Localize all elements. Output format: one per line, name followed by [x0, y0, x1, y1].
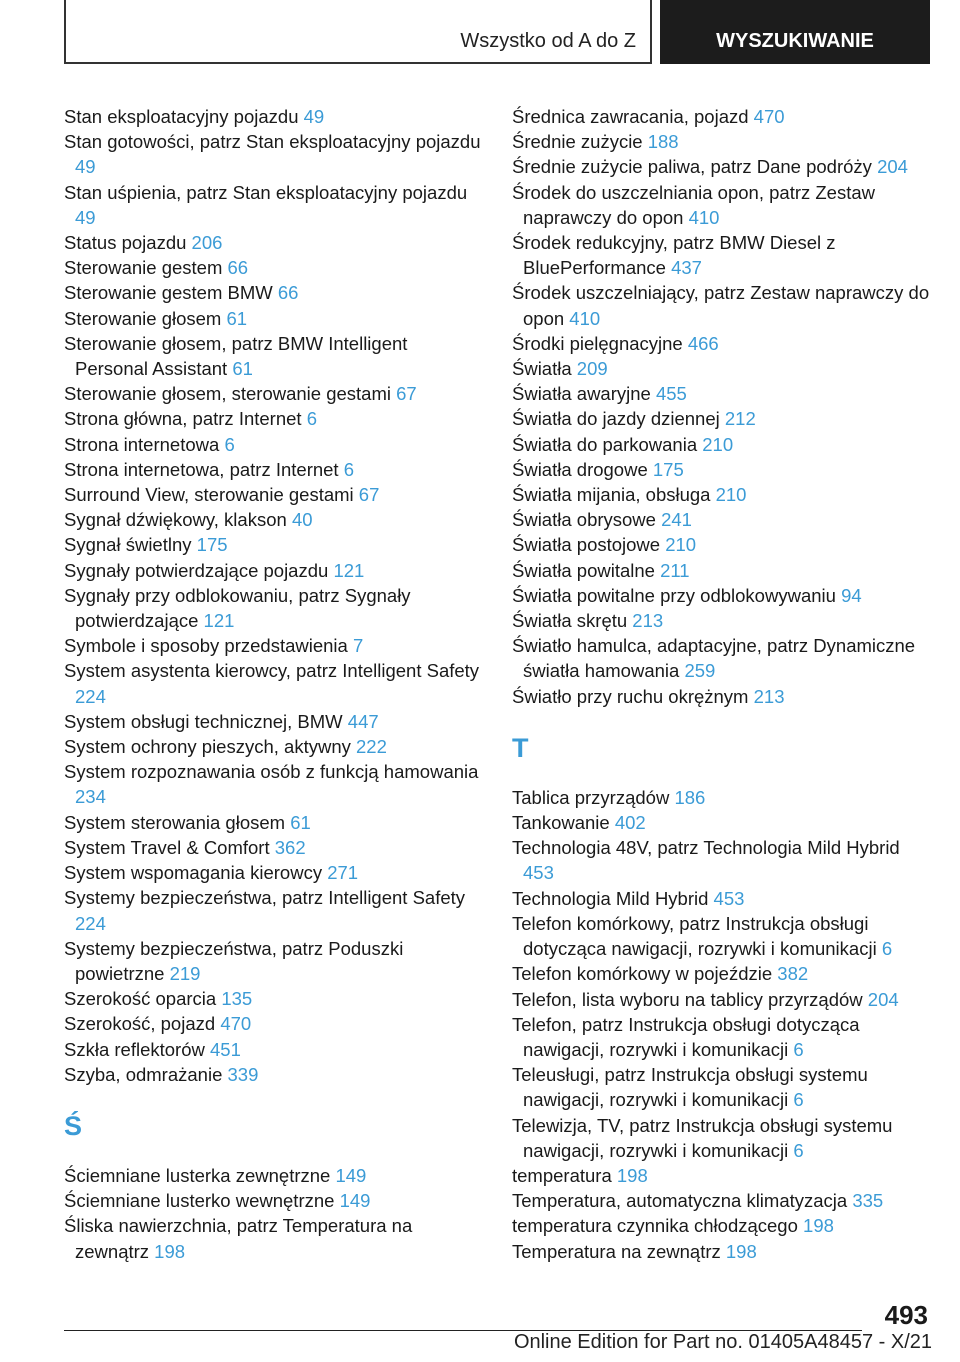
- index-page-link[interactable]: 339: [227, 1063, 259, 1085]
- index-page-link[interactable]: 224: [75, 685, 106, 707]
- index-entry-text: Sygnały potwierdzające pojazdu: [64, 559, 329, 581]
- index-entry: [64, 280, 484, 305]
- index-entry: [64, 1213, 484, 1263]
- index-page-link[interactable]: 121: [333, 559, 365, 581]
- index-page-link[interactable]: 149: [335, 1164, 367, 1186]
- index-entry: [64, 104, 484, 129]
- index-entry: [64, 482, 484, 507]
- index-entry: [512, 381, 932, 406]
- index-entry: [64, 734, 484, 759]
- index-entry-text: System rozpoznawania osób z funkcją hamowania: [64, 761, 479, 783]
- index-page-link[interactable]: 210: [715, 484, 747, 506]
- index-entry: [512, 961, 932, 986]
- index-page-link[interactable]: 470: [753, 106, 785, 127]
- search-tab[interactable]: [660, 0, 930, 64]
- index-entry-text: Systemy bezpieczeństwa, patrz Poduszki powietrzne: [64, 937, 404, 984]
- index-page-link[interactable]: 61: [290, 811, 311, 833]
- index-entry-text: Sygnał świetlny: [64, 534, 192, 556]
- index-page-link[interactable]: 66: [227, 257, 249, 279]
- index-entry: [64, 936, 484, 986]
- index-entry: [512, 987, 932, 1012]
- index-entry-text: Systemy bezpieczeństwa, patrz Intelligent Safety: [64, 887, 466, 909]
- index-page-link[interactable]: 206: [191, 232, 223, 254]
- index-entry-text: Światło hamulca, adaptacyjne, patrz Dynamiczne światła hamowania: [512, 635, 916, 682]
- index-page-link[interactable]: 198: [803, 1215, 834, 1237]
- index-entry: [64, 558, 484, 583]
- index-entry-text: System obsługi technicznej, BMW: [64, 710, 343, 732]
- index-entry-text: Światło przy ruchu okrężnym: [512, 685, 749, 707]
- index-entry-text: Szkła reflektorów: [64, 1038, 205, 1060]
- index-entry: [512, 432, 932, 457]
- index-entry-text: temperatura czynnika chłodzącego: [512, 1215, 798, 1237]
- index-entry-text: Światła skrętu: [512, 610, 628, 632]
- index-entry-text: Światła awaryjne: [512, 383, 651, 405]
- index-entry: [512, 507, 932, 532]
- index-entry: [64, 1062, 484, 1087]
- index-entry-text: Telewizja, TV, patrz Instrukcja obsługi systemu nawigacji, rozrywki i komunikacji: [512, 1114, 893, 1161]
- index-entry: [512, 785, 932, 810]
- index-entry: [64, 835, 484, 860]
- index-entry: [64, 532, 484, 557]
- index-entry-text: Środek uszczelniający, patrz Zestaw naprawczy do opon: [512, 282, 930, 329]
- index-entry: [64, 885, 484, 935]
- index-entry: [64, 583, 484, 633]
- page-number: 493: [884, 1300, 928, 1330]
- index-entry-text: Średnie zużycie: [512, 131, 643, 153]
- search-tab-label: WYSZUKIWANIE: [716, 30, 874, 52]
- index-entry-text: System wspomagania kierowcy: [64, 862, 323, 884]
- index-entry-text: Sygnał dźwiękowy, klakson: [64, 509, 287, 531]
- index-entry-text: Szerokość oparcia: [64, 988, 217, 1010]
- index-page-link[interactable]: 198: [616, 1164, 648, 1186]
- index-page-link[interactable]: 210: [702, 433, 734, 455]
- index-entry: [512, 154, 932, 179]
- index-entry-text: System asystenta kierowcy, patrz Intelligent Safety: [64, 660, 480, 682]
- index-entry-text: Średnica zawracania, pojazd: [512, 106, 749, 127]
- index-entry-text: Telefon, lista wyboru na tablicy przyrządów: [512, 988, 863, 1010]
- index-entry: [512, 406, 932, 431]
- index-entry: [512, 482, 932, 507]
- index-entry: [512, 1012, 932, 1062]
- index-page-link[interactable]: 213: [632, 610, 664, 632]
- index-page-link[interactable]: 135: [221, 988, 253, 1010]
- index-entry-text: Światła: [512, 358, 572, 380]
- index-entry: [512, 280, 932, 330]
- index-entry-text: Symbole i sposoby przedstawienia: [64, 635, 348, 657]
- index-entry: [512, 1062, 932, 1112]
- index-page-link[interactable]: 470: [220, 1013, 252, 1035]
- index-entry-text: Surround View, sterowanie gestami: [64, 484, 354, 506]
- index-entry: [512, 230, 932, 280]
- index-entry-text: Status pojazdu: [64, 232, 187, 254]
- index-page-link[interactable]: 49: [75, 156, 96, 178]
- index-entry-text: Śliska nawierzchnia, patrz Temperatura na zewnątrz: [64, 1215, 413, 1262]
- index-page-link[interactable]: 149: [339, 1190, 371, 1212]
- index-entry: [512, 331, 932, 356]
- index-entry: [512, 684, 932, 709]
- index-entry-text: Sterowanie gestem: [64, 257, 223, 279]
- index-entry-text: Strona internetowa: [64, 433, 220, 455]
- index-page-link[interactable]: 6: [793, 1089, 804, 1111]
- index-entry-text: Szerokość, pojazd: [64, 1013, 216, 1035]
- index-entry-text: temperatura: [512, 1164, 612, 1186]
- index-page-link[interactable]: 198: [725, 1240, 757, 1262]
- index-page-link[interactable]: 6: [306, 408, 317, 430]
- index-page-link[interactable]: 188: [647, 131, 679, 153]
- index-page-link[interactable]: 455: [655, 383, 687, 405]
- index-page-link[interactable]: 67: [358, 484, 380, 506]
- footer-edition: Online Edition for Part no. 01405A48457 - X/21: [513, 1331, 932, 1353]
- index-page-link[interactable]: 219: [169, 962, 201, 984]
- index-page-link[interactable]: 61: [232, 358, 253, 380]
- index-entry: [512, 886, 932, 911]
- index-page-link[interactable]: 224: [75, 912, 106, 934]
- index-entry-text: System Travel & Comfort: [64, 836, 270, 858]
- index-entry-text: Ściemniane lusterka zewnętrzne: [64, 1164, 331, 1186]
- index-entry: [64, 457, 484, 482]
- index-entry-text: Sterowanie głosem: [64, 307, 222, 329]
- index-page-link[interactable]: 175: [652, 458, 684, 480]
- index-page-link[interactable]: 6: [793, 1038, 804, 1060]
- index-page-link[interactable]: 6: [881, 938, 893, 960]
- index-entry: [64, 1163, 484, 1188]
- index-column-right: [512, 104, 932, 1264]
- index-page-link[interactable]: 451: [210, 1038, 241, 1060]
- section-letter: T: [512, 732, 529, 763]
- index-page-link[interactable]: 6: [224, 433, 235, 455]
- index-entry-text: Tablica przyrządów: [512, 786, 670, 808]
- index-entry-text: Technologia 48V, patrz Technologia Mild Hybrid: [512, 837, 900, 859]
- index-page-link[interactable]: 6: [343, 458, 355, 480]
- index-entry: [64, 1188, 484, 1213]
- index-entry: [64, 709, 484, 734]
- index-entry-text: Środki pielęgnacyjne: [512, 332, 683, 354]
- index-entry: [64, 658, 484, 708]
- index-entry-text: Technologia Mild Hybrid: [512, 887, 709, 909]
- index-entry: [512, 583, 932, 608]
- index-entry: [64, 129, 484, 179]
- index-entry: [64, 331, 484, 381]
- index-entry-text: System ochrony pieszych, aktywny: [64, 736, 351, 758]
- index-page-link[interactable]: 213: [753, 685, 785, 707]
- index-entry-text: Sterowanie głosem, patrz BMW Intelligent Personal Assistant: [64, 332, 408, 380]
- index-page-link[interactable]: 271: [327, 862, 359, 884]
- index-entry: [64, 180, 484, 230]
- index-entry-text: Tankowanie: [512, 812, 610, 834]
- index-page-link[interactable]: 234: [75, 786, 106, 808]
- index-page-link[interactable]: 453: [523, 862, 554, 884]
- index-page-link[interactable]: 466: [687, 332, 719, 354]
- index-entry: [64, 986, 484, 1011]
- index-entry-text: System sterowania głosem: [64, 811, 286, 833]
- section-letter: Ś: [64, 1110, 83, 1141]
- index-entry-text: Średnie zużycie paliwa, patrz Dane podróży: [512, 156, 872, 178]
- index-page-link[interactable]: 66: [277, 282, 299, 304]
- index-entry: [512, 356, 932, 381]
- index-entry-text: Sterowanie głosem, sterowanie gestami: [64, 383, 391, 405]
- index-entry-text: Strona główna, patrz Internet: [64, 408, 302, 430]
- index-entry: [64, 432, 484, 457]
- index-entry: [64, 306, 484, 331]
- index-entry: [64, 255, 484, 280]
- header-title: Wszystko od A do Z: [460, 30, 636, 52]
- index-page-link[interactable]: 49: [303, 106, 325, 127]
- index-page-link[interactable]: 222: [356, 736, 387, 758]
- index-page-link[interactable]: 6: [793, 1139, 804, 1161]
- index-entry: [512, 835, 932, 885]
- index-entry: [64, 633, 484, 658]
- index-entry: [512, 911, 932, 961]
- index-page-link[interactable]: 211: [660, 559, 690, 581]
- index-page-link[interactable]: 40: [291, 509, 313, 531]
- index-page-link[interactable]: 335: [852, 1190, 884, 1212]
- index-entry: [512, 457, 932, 482]
- index-entry: [512, 180, 932, 230]
- index-entry-text: Stan eksploatacyjny pojazdu: [64, 106, 299, 127]
- index-entry-text: Ściemniane lusterko wewnętrzne: [64, 1190, 335, 1212]
- index-entry-text: Telefon, patrz Instrukcja obsługi dotycząca nawigacji, rozrywki i komunikacji: [512, 1013, 860, 1060]
- index-page-link[interactable]: 453: [713, 887, 745, 909]
- index-page-link[interactable]: 210: [665, 534, 697, 556]
- index-entry: [512, 1163, 932, 1188]
- index-entry: [64, 1037, 484, 1062]
- index-page-link[interactable]: 382: [777, 963, 809, 985]
- index-entry-text: Światła do parkowania: [512, 433, 698, 455]
- index-entry: [64, 810, 484, 835]
- index-entry-text: Światła powitalne: [512, 559, 655, 581]
- index-entry-text: Strona internetowa, patrz Internet: [64, 458, 339, 480]
- index-page-link[interactable]: 410: [569, 307, 601, 329]
- header-title-box: [64, 0, 652, 64]
- index-entry: [512, 1188, 932, 1213]
- index-entry: [512, 608, 932, 633]
- index-page-link[interactable]: 362: [274, 836, 306, 858]
- index-page-link[interactable]: 402: [614, 812, 646, 834]
- index-page-link[interactable]: 67: [396, 383, 417, 405]
- index-entry: [64, 759, 484, 809]
- index-entry-text: Światła drogowe: [512, 458, 648, 480]
- index-entry: [512, 1213, 932, 1238]
- index-page-link[interactable]: 61: [226, 307, 248, 329]
- index-page-link[interactable]: 212: [724, 408, 756, 430]
- index-entry: [64, 406, 484, 431]
- index-entry-text: Światła mijania, obsługa: [512, 484, 711, 506]
- index-entry-text: Światła powitalne przy odblokowywaniu: [512, 584, 836, 606]
- index-entry: [512, 1113, 932, 1163]
- index-page-link[interactable]: 94: [841, 584, 862, 606]
- index-entry-text: Światła do jazdy dziennej: [512, 408, 720, 430]
- index-page-link[interactable]: 447: [347, 710, 379, 732]
- index-page-link[interactable]: 204: [867, 988, 899, 1010]
- index-entry-text: Stan uśpienia, patrz Stan eksploatacyjny pojazdu: [64, 181, 468, 203]
- index-entry: [512, 532, 932, 557]
- index-page-link[interactable]: 49: [75, 206, 96, 228]
- index-entry-text: Stan gotowości, patrz Stan eksploatacyjny pojazdu: [64, 131, 481, 153]
- index-entry-text: Szyba, odmrażanie: [64, 1063, 223, 1085]
- index-entry: [512, 1239, 932, 1264]
- index-entry-text: Telefon komórkowy, patrz Instrukcja obsługi dotycząca nawigacji, rozrywki i komunikacji: [512, 912, 877, 960]
- index-page-link[interactable]: 410: [688, 206, 720, 228]
- index-entry: [512, 558, 932, 583]
- index-entry-text: Temperatura, automatyczna klimatyzacja: [512, 1190, 848, 1212]
- index-page-link[interactable]: 121: [203, 610, 235, 632]
- index-entry: [64, 381, 484, 406]
- index-column-left: [64, 104, 484, 1264]
- index-page-link[interactable]: 209: [576, 358, 608, 380]
- index-entry-text: Teleusługi, patrz Instrukcja obsługi systemu nawigacji, rozrywki i komunikacji: [512, 1064, 868, 1111]
- index-page-link[interactable]: 175: [196, 534, 228, 556]
- index-page-link[interactable]: 186: [674, 786, 706, 808]
- index-entry-text: Środek redukcyjny, patrz BMW Diesel z BluePerformance: [512, 232, 836, 279]
- index-entry: [64, 1011, 484, 1036]
- index-entry-text: Środek do uszczelniania opon, patrz Zestaw naprawczy do opon: [512, 181, 876, 228]
- index-page-link[interactable]: 259: [684, 660, 716, 682]
- index-entry-text: Światła postojowe: [512, 534, 661, 556]
- index-entry: [64, 507, 484, 532]
- index-entry: [512, 104, 932, 129]
- index-page-link[interactable]: 437: [671, 257, 702, 279]
- index-entry-text: Telefon komórkowy w pojeździe: [512, 963, 773, 985]
- index-page-link[interactable]: 7: [352, 635, 364, 657]
- index-page-link[interactable]: 241: [661, 509, 692, 531]
- index-entry: [512, 129, 932, 154]
- index-entry-text: Temperatura na zewnątrz: [512, 1240, 721, 1262]
- index-entry: [512, 810, 932, 835]
- page-header: [64, 0, 930, 64]
- index-entry-text: Światła obrysowe: [512, 509, 656, 531]
- index-entry: [64, 230, 484, 255]
- index-entry-text: Sygnały przy odblokowaniu, patrz Sygnały potwierdzające: [64, 584, 411, 632]
- index-entry: [512, 633, 932, 683]
- index-entry-text: Sterowanie gestem BMW: [64, 282, 273, 304]
- index-page-link[interactable]: 204: [877, 156, 908, 178]
- index-page-link[interactable]: 198: [154, 1240, 186, 1262]
- index-entry: [64, 860, 484, 885]
